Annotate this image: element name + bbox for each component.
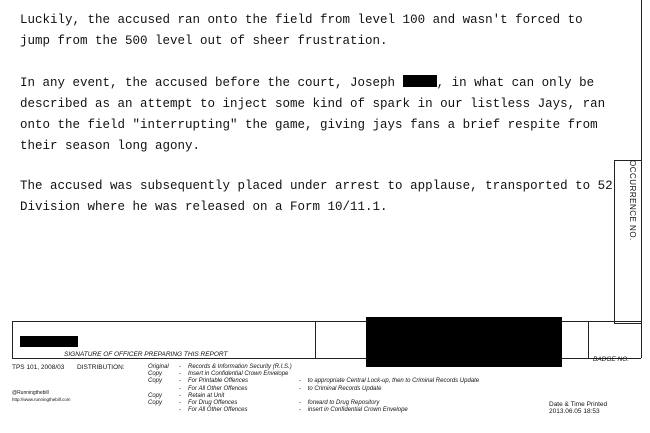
- badge-caption: BADGE NO.: [593, 356, 630, 363]
- copy-type: Original: [148, 364, 169, 370]
- destination: For All Other Offences: [188, 407, 248, 414]
- distribution-row: [148, 400, 483, 407]
- officer-details-redaction-bar: [366, 317, 562, 367]
- note: forward to Drug Repository: [307, 400, 380, 407]
- signature-caption: SIGNATURE OF OFFICER PREPARING THIS REPORT: [64, 351, 228, 358]
- separator: -: [298, 407, 301, 414]
- redaction-bar: [403, 75, 437, 87]
- copy-type: [148, 386, 176, 393]
- badge-cell-divider: [588, 321, 589, 359]
- text-line: described as an attempt to inject some kind of spark in our listless Jays, ran: [20, 97, 606, 111]
- destination: Retain at Unit: [188, 392, 225, 399]
- separator: -: [179, 371, 181, 378]
- text-line: jump from the 500 level out of sheer frustration.: [20, 34, 388, 48]
- print-date-value: 2013.06.05 18:53: [549, 408, 600, 415]
- copy-type: Copy: [148, 400, 163, 407]
- note: [308, 364, 483, 371]
- separator: -: [179, 407, 181, 414]
- note: insert in Confidential Crown Envelope: [307, 407, 408, 414]
- separator: -: [179, 364, 181, 370]
- destination: Records & Information Security (R.I.S.): [188, 364, 292, 370]
- copy-type: Copy: [148, 371, 163, 378]
- destination: For Drug Offences: [188, 400, 238, 407]
- text-line: onto the field "interrupting" the game, giving jays fans a brief respite from: [20, 118, 598, 132]
- signature-row-divider: [315, 321, 316, 359]
- text-line: [20, 73, 605, 94]
- separator: -: [179, 400, 181, 407]
- separator: [296, 371, 308, 378]
- copy-type: Copy: [148, 378, 163, 385]
- distribution-row: [148, 386, 483, 393]
- occurrence-label: OCCURRENCE NO.: [628, 160, 637, 241]
- destination: For Printable Offences: [188, 378, 249, 385]
- paragraph-2: [20, 73, 605, 157]
- separator: -: [298, 378, 301, 385]
- watermark-url: http://www.runningthebill.com: [12, 397, 71, 402]
- distribution-row: [148, 407, 483, 414]
- distribution-label: DISTRIBUTION:: [77, 364, 125, 371]
- destination: For All Other Offences: [188, 385, 248, 392]
- text-line: The accused was subsequently placed under arrest to applause, transported to 52: [20, 179, 613, 193]
- text-line: their season long agony.: [20, 139, 201, 153]
- paragraph-3: [20, 176, 613, 218]
- note: to Criminal Records Update: [307, 385, 382, 392]
- text-line: Division where he was released on a Form 10/11.1.: [20, 200, 388, 214]
- separator: -: [298, 385, 301, 392]
- separator: [296, 393, 308, 400]
- signature-redaction-bar: [20, 336, 78, 347]
- watermark-handle: @Runningthebill: [12, 390, 49, 396]
- paragraph-1: [20, 10, 583, 52]
- text-segment: In any event, the accused before the court, Joseph: [20, 76, 403, 90]
- separator: -: [179, 378, 181, 385]
- separator: -: [179, 385, 181, 392]
- separator: -: [179, 392, 181, 399]
- distribution-row: [148, 364, 483, 371]
- print-date-label: Date & Time Printed: [549, 401, 608, 408]
- separator: [296, 364, 308, 371]
- distribution-row: [148, 393, 483, 400]
- distribution-table: [148, 364, 483, 414]
- form-id: TPS 101, 2008/03: [12, 364, 65, 371]
- note: to appropriate Central Lock-up, then to Criminal Records Update: [307, 378, 480, 385]
- note: [308, 393, 483, 400]
- distribution-row: [148, 378, 483, 385]
- note: [308, 371, 483, 378]
- text-segment: , in what can only be: [436, 76, 595, 90]
- signature-row-left-border: [12, 321, 13, 359]
- separator: -: [298, 400, 301, 407]
- distribution-row: [148, 371, 483, 378]
- destination: Insert in Confidential Crown Envelope: [188, 371, 289, 378]
- copy-type: [148, 407, 176, 414]
- text-line: Luckily, the accused ran onto the field from level 100 and wasn't forced to: [20, 13, 583, 27]
- copy-type: Copy: [148, 392, 163, 399]
